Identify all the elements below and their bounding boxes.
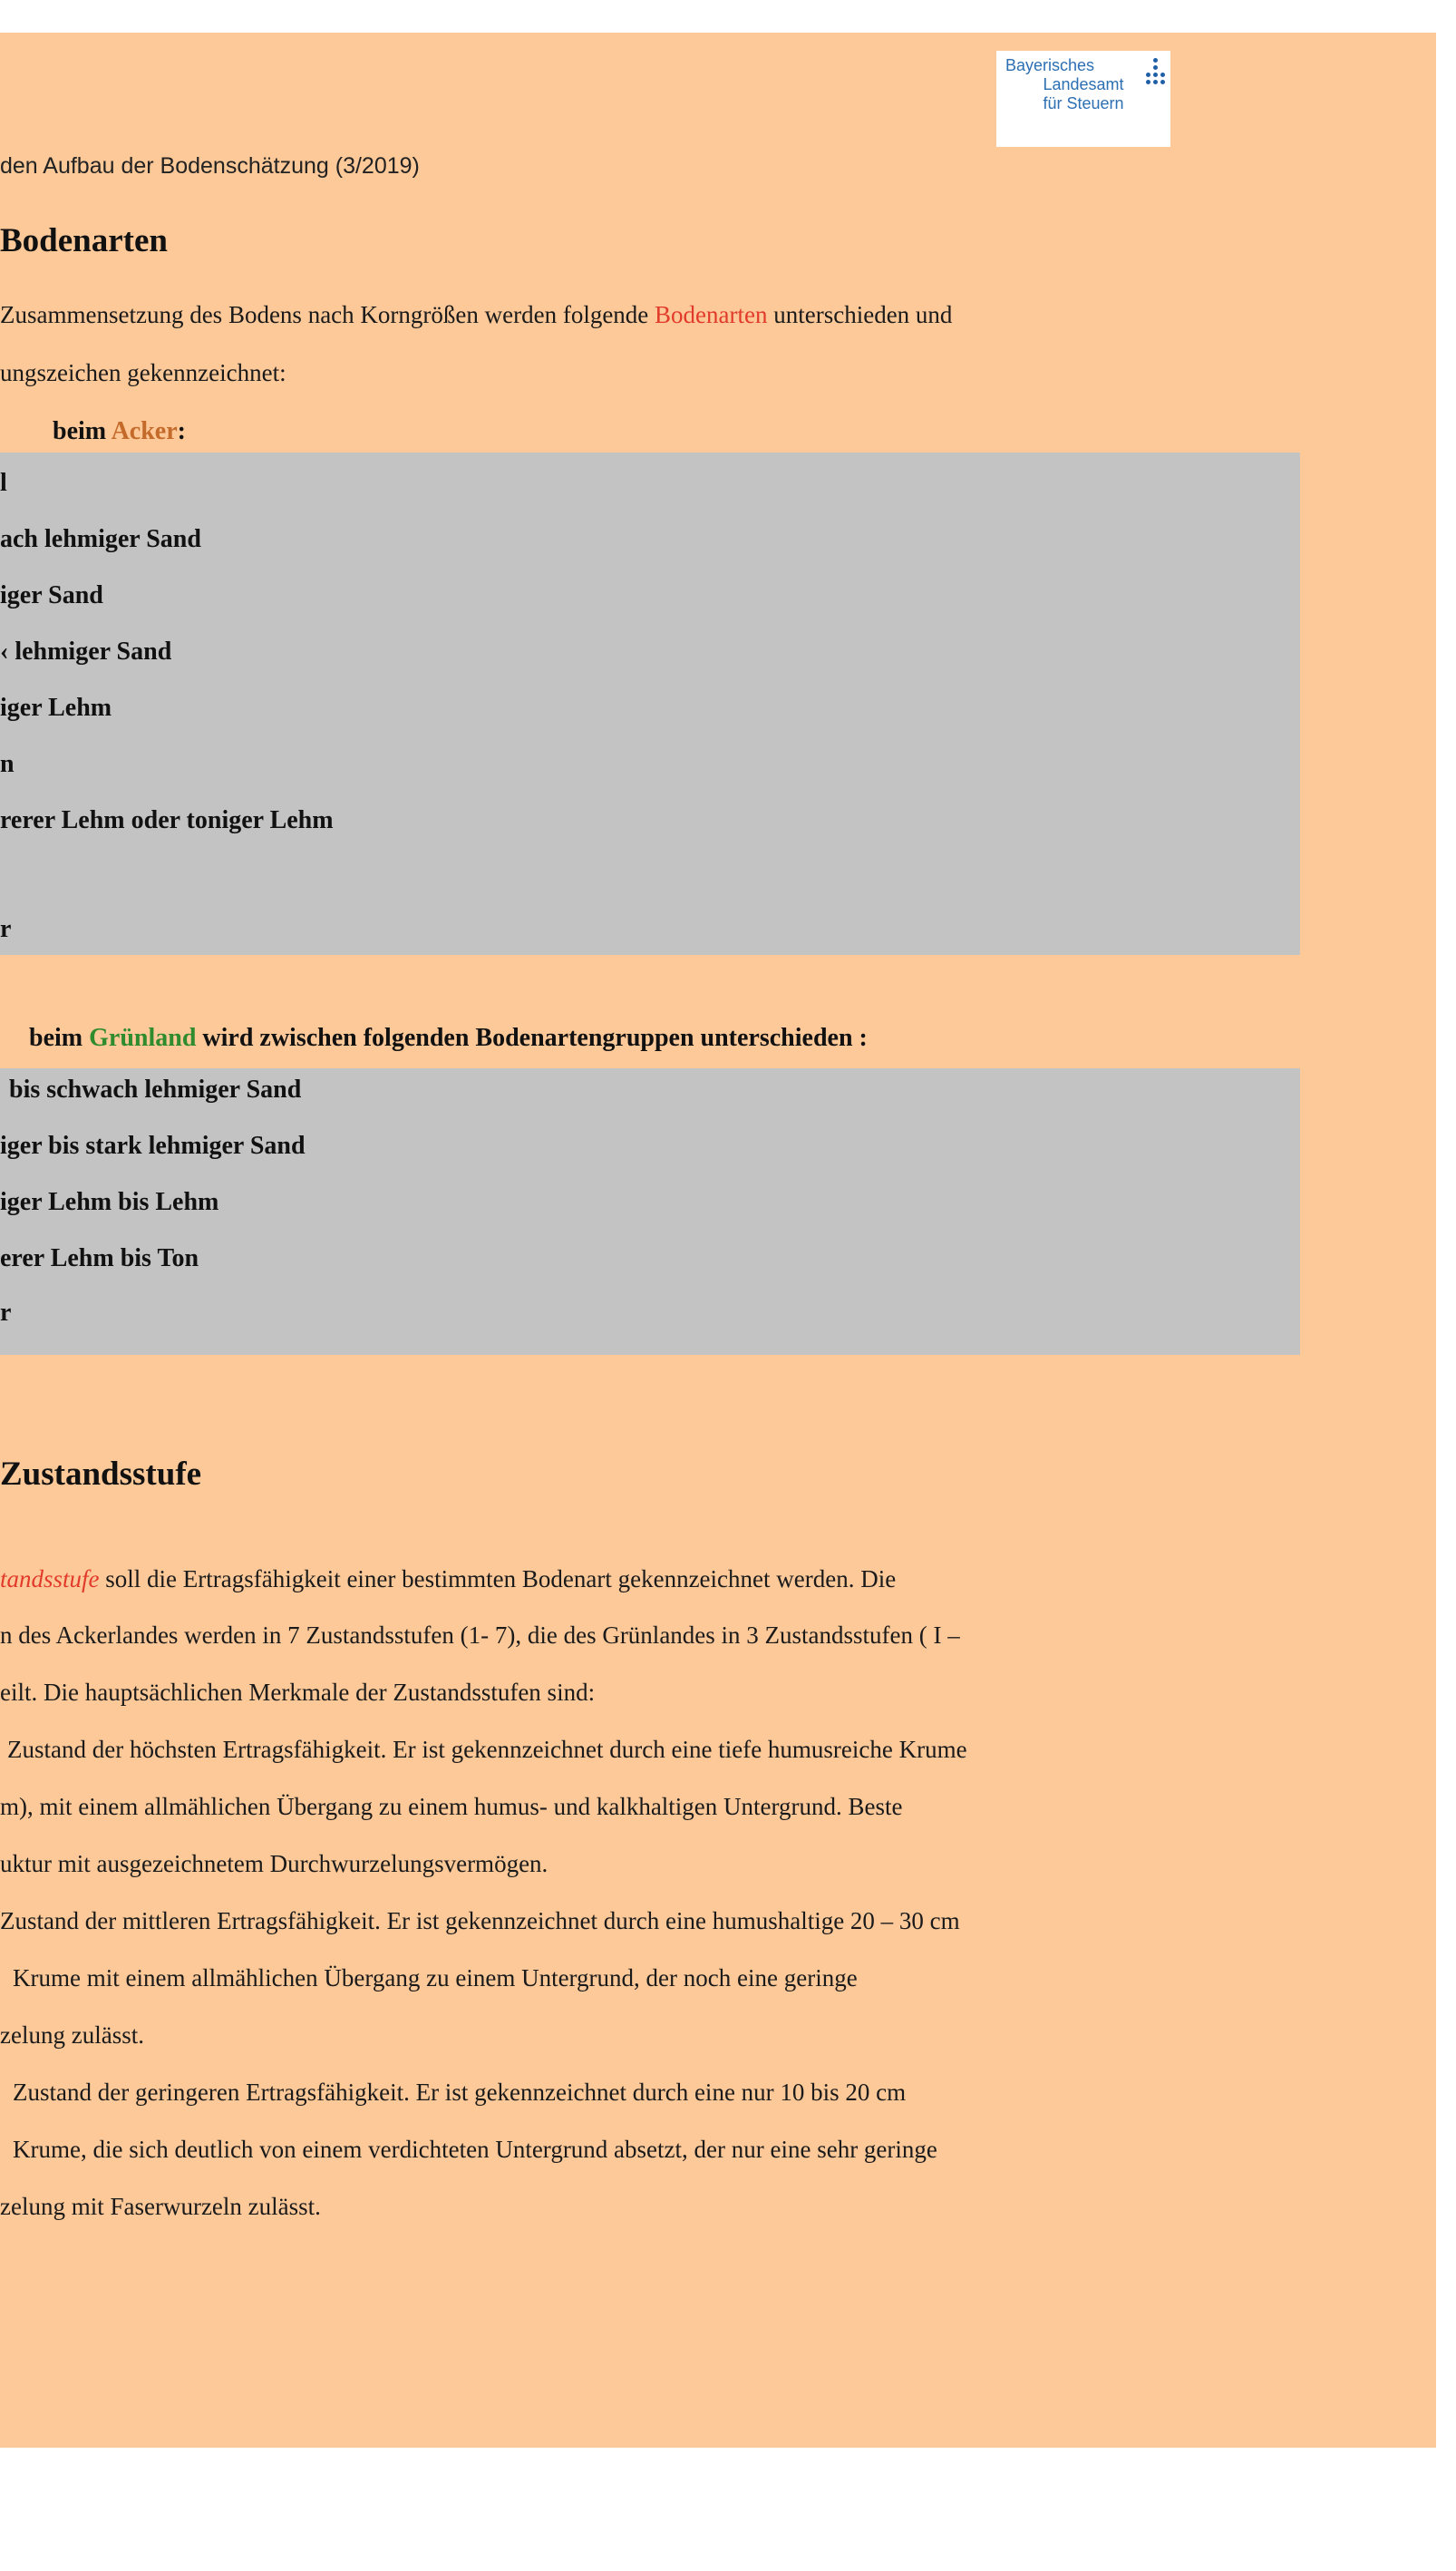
gruenland-item: iger bis stark lehmiger Sand — [0, 1132, 306, 1160]
gruenland-item: erer Lehm bis Ton — [0, 1244, 199, 1272]
acker-item: iger Lehm — [0, 694, 112, 722]
logo-bayerisches-landesamt — [996, 51, 1170, 147]
acker-item: iger Sand — [0, 581, 103, 609]
para2-line-3: eilt. Die hauptsächlichen Merkmale der Zustandsstufen sind: — [0, 1679, 596, 1706]
para2-line-2: n des Ackerlandes werden in 7 Zustandsstufen (1- 7), die des Grünlandes in 3 Zustandsstufen ( I – — [0, 1621, 960, 1649]
logo-line-1: Bayerisches — [1005, 56, 1095, 74]
zustand-line: Zustand der höchsten Ertragsfähigkeit. Er ist gekennzeichnet durch eine tiefe humusreiche Krume — [7, 1736, 967, 1763]
zustand-line: zelung zulässt. — [0, 2021, 144, 2049]
highlight-gruenland: Grünland — [89, 1024, 197, 1052]
intro-text-a: Zusammensetzung des Bodens nach Korngrößen werden folgende — [0, 301, 655, 328]
highlight-zustandsstufe: tandsstufe — [0, 1565, 100, 1592]
para2-line-1-rest: soll die Ertragsfähigkeit einer bestimmten Bodenart gekennzeichnet werden. Die — [99, 1565, 897, 1592]
zustand-line: Krume mit einem allmählichen Übergang zu einem Untergrund, der noch eine geringe — [13, 1964, 858, 1992]
para2-line-1 — [0, 1565, 896, 1593]
intro-line-1 — [0, 301, 952, 329]
zustand-line: Zustand der geringeren Ertragsfähigkeit. Er ist gekennzeichnet durch eine nur 10 bis 20 cm — [13, 2079, 907, 2106]
highlight-acker: Acker — [111, 417, 178, 445]
acker-list-box — [0, 453, 1300, 955]
acker-item: ‹ lehmiger Sand — [0, 638, 172, 666]
gruenland-list-box — [0, 1068, 1300, 1355]
gruenland-label-a: beim — [29, 1024, 90, 1052]
highlight-bodenarten: Bodenarten — [655, 301, 768, 328]
logo-line-3: für Steuern — [1043, 94, 1124, 112]
intro-text-b: unterschieden und — [767, 301, 953, 328]
gruenland-label — [29, 1024, 868, 1053]
acker-item: l — [0, 469, 7, 497]
acker-label-a: beim — [53, 417, 112, 445]
zustand-line: zelung mit Faserwurzeln zulässt. — [0, 2193, 321, 2220]
intro-line-2: ungszeichen gekennzeichnet: — [0, 359, 286, 386]
acker-item: ach lehmiger Sand — [0, 525, 201, 553]
acker-item: rerer Lehm oder toniger Lehm — [0, 806, 334, 834]
acker-item: n — [0, 750, 15, 778]
zustand-line: m), mit einem allmählichen Übergang zu einem humus- und kalkhaltigen Untergrund. Beste — [0, 1793, 903, 1820]
header-title: den Aufbau der Bodenschätzung (3/2019) — [0, 153, 420, 179]
gruenland-item: iger Lehm bis Lehm — [0, 1188, 219, 1216]
logo-dots-icon — [1146, 58, 1166, 85]
zustand-line: Krume, die sich deutlich von einem verdichteten Untergrund absetzt, der nur eine sehr geringe — [13, 2136, 937, 2163]
acker-label — [53, 417, 186, 446]
heading-bodenarten: Bodenarten — [0, 222, 168, 259]
logo-line-2: Landesamt — [1043, 75, 1124, 93]
document-page — [0, 33, 1436, 2448]
acker-label-b: : — [177, 417, 186, 445]
zustand-line: uktur mit ausgezeichnetem Durchwurzelungsvermögen. — [0, 1850, 548, 1877]
heading-zustandsstufe: Zustandsstufe — [0, 1456, 202, 1493]
zustand-line: Zustand der mittleren Ertragsfähigkeit. Er ist gekennzeichnet durch eine humushaltige 20 – 30 cm — [0, 1907, 960, 1934]
acker-item: r — [0, 915, 12, 943]
gruenland-item: r — [0, 1299, 12, 1327]
gruenland-label-b: wird zwischen folgenden Bodenartengruppen unterschieden : — [196, 1024, 868, 1052]
gruenland-item: bis schwach lehmiger Sand — [9, 1076, 302, 1104]
